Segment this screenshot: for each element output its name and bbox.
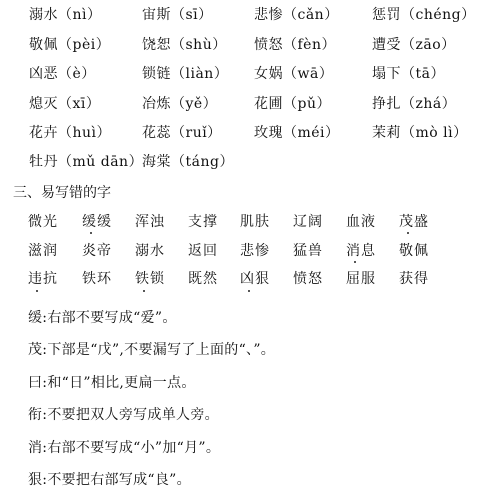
pinyin-word: 女娲（wā） (254, 66, 334, 82)
error-word: 滋润 (28, 243, 58, 259)
error-word: 消息 (346, 243, 376, 259)
note-item: 曰:和“日”相比,更扁一点。 (28, 375, 196, 391)
pinyin-word: 凶恶（è） (29, 66, 96, 82)
error-word: 炎帝 (82, 243, 112, 259)
pinyin-word: 宙斯（sī） (142, 7, 213, 23)
emphasis-dot (407, 232, 409, 234)
note-item: 狠:不要把右部写成“良”。 (28, 472, 191, 488)
emphasis-dot (36, 290, 38, 292)
pinyin-word: 茉莉（mò lì） (372, 125, 468, 141)
pinyin-word: 牡丹（mǔ dān） (29, 154, 144, 170)
pinyin-word: 遭受（zāo） (372, 37, 456, 53)
pinyin-word: 惩罚（chéng） (372, 7, 476, 23)
error-word: 凶狠 (240, 271, 270, 287)
emphasis-dot (248, 290, 250, 292)
pinyin-word: 挣扎（zhá） (372, 96, 457, 112)
note-item: 衔:不要把双人旁写成单人旁。 (28, 407, 219, 423)
emphasis-dot (90, 232, 92, 234)
section-heading: 三、易写错的字 (13, 185, 111, 201)
pinyin-word: 海棠（táng） (142, 154, 234, 170)
error-word: 茂盛 (399, 214, 429, 230)
error-word: 辽阔 (293, 214, 323, 230)
error-word: 浑浊 (135, 214, 165, 230)
pinyin-word: 花蕊（ruǐ） (142, 125, 222, 141)
error-word: 微光 (28, 214, 58, 230)
error-word: 违抗 (28, 271, 58, 287)
error-word: 愤怒 (293, 271, 323, 287)
error-word: 获得 (399, 271, 429, 287)
error-word: 返回 (188, 243, 218, 259)
error-word: 铁环 (82, 271, 112, 287)
pinyin-word: 饶恕（shù） (142, 37, 227, 53)
pinyin-word: 锁链（liàn） (142, 66, 229, 82)
pinyin-word: 敬佩（pèi） (29, 37, 111, 53)
pinyin-word: 塌下（tā） (372, 66, 445, 82)
pinyin-word: 玫瑰（méi） (254, 125, 340, 141)
pinyin-word: 愤怒（fèn） (254, 37, 336, 53)
emphasis-dot (354, 261, 356, 263)
emphasis-dot (143, 290, 145, 292)
error-word: 肌肤 (240, 214, 270, 230)
error-word: 敬佩 (399, 243, 429, 259)
error-word: 铁锁 (135, 271, 165, 287)
note-item: 消:右部不要写成“小”加“月”。 (28, 440, 221, 456)
pinyin-word: 悲惨（cǎn） (254, 7, 339, 23)
error-word: 猛兽 (293, 243, 323, 259)
pinyin-word: 花圃（pǔ） (254, 96, 331, 112)
pinyin-word: 熄灭（xī） (29, 96, 101, 112)
note-item: 茂:下部是“戊”,不要漏写了上面的“、”。 (28, 342, 276, 358)
pinyin-word: 溺水（nì） (29, 7, 102, 23)
pinyin-word: 花卉（huì） (29, 125, 112, 141)
error-word: 血液 (346, 214, 376, 230)
error-word: 支撑 (188, 214, 218, 230)
error-word: 溺水 (135, 243, 165, 259)
error-word: 既然 (188, 271, 218, 287)
error-word: 悲惨 (240, 243, 270, 259)
error-word: 屈服 (346, 271, 376, 287)
pinyin-word: 冶炼（yě） (142, 96, 218, 112)
note-item: 缓:右部不要写成“爱”。 (28, 310, 177, 326)
error-word: 缓缓 (82, 214, 112, 230)
